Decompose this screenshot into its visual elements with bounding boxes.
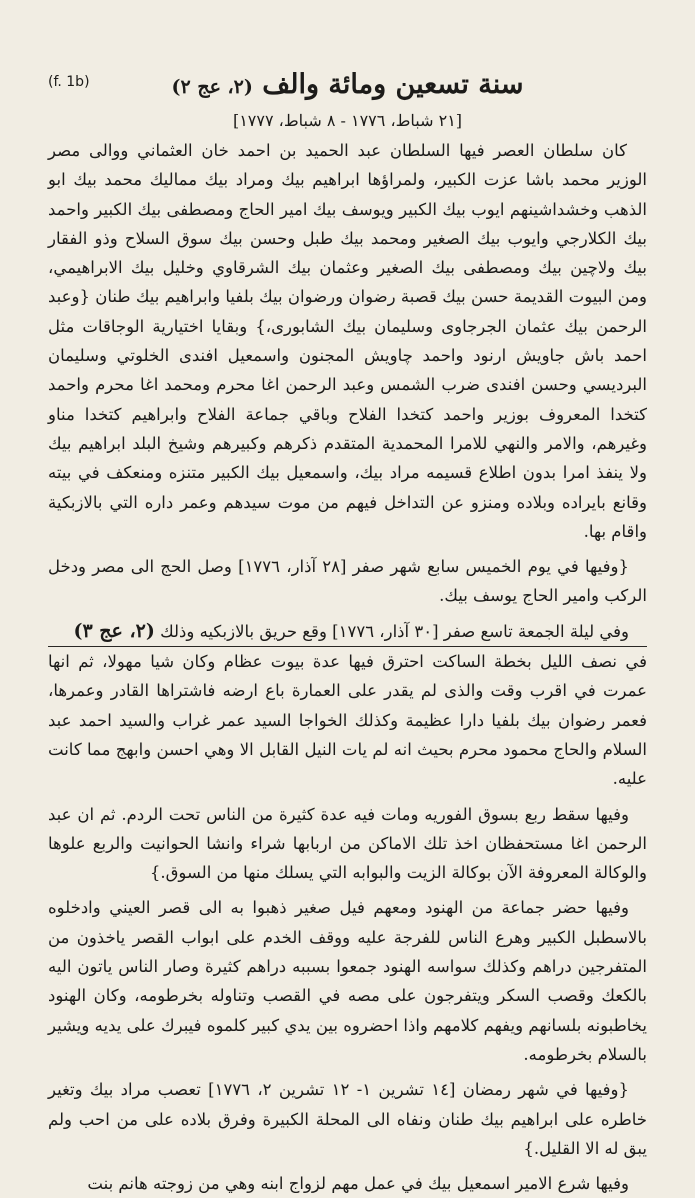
date-range: [٢١ شباط، ١٧٧٦ - ٨ شباط، ١٧٧٧] bbox=[232, 111, 463, 130]
paragraph-fire-intro-text: وفي ليلة الجمعة تاسع صفر [٣٠ آذار، ١٧٧٦] وقع حريق بالازبكيه وذلك bbox=[160, 621, 629, 641]
paragraph-ramadan: {وفيها في شهر رمضان [١٤ تشرين ١- ١٢ تشرين ٢، ١٧٧٦] تعصب مراد بيك وتغير خاطره على ابراهيم بيك طنان ونفاه الى المحلة الكبيرة وفرق بلاده على من احب ولم يبق له الا القليل.} bbox=[48, 1080, 647, 1158]
paragraph-collapse: وفيها سقط ربع بسوق الفوريه ومات فيه عدة كثيرة من الناس تحت الردم. ثم ان عبد الرحمن اغا مستحفظان اخذ تلك الاماكن من اربابها شراء وانشا الحوانيت والربع علوها والوكالة المعروفة الآن بوكالة الزيت والبوابه التي يسلك منها من السوق.} bbox=[48, 804, 647, 883]
year-title bbox=[171, 69, 523, 100]
paragraph-elephant: وفيها حضر جماعة من الهنود ومعهم فيل صغير ذهبوا به الى قصر العيني وادخلوه بالاسطبل الكبير وهرع الناس للفرجة عليه ووقف الخدم على ابواب القصر ياخذون من المتفرجين دراهم وكذلك سواسه الهنود جمعوا بسببه دراهم كثيرة وصار الناس ياتون اليه بالكعك وقصب السكر ويتفرجون على مصه في القصب وتناوله بخرطومه، وكان الهنود يخاطبونه بلسانهم ويفهم كلامهم واذا احضروه بين يدي كبير كلموه فيبرك على يديه ويشير بالسلام بخرطومه. bbox=[48, 898, 647, 1064]
folio-reference: (f. 1b) bbox=[48, 74, 90, 90]
manuscript-marker: (٢، عج ٢) bbox=[171, 76, 253, 98]
text-body bbox=[48, 136, 647, 1198]
manuscript-marker: (٢، عج ٣) bbox=[73, 619, 155, 642]
paragraph-pilgrimage: {وفيها في يوم الخميس سابع شهر صفر [٢٨ آذار، ١٧٧٦] وصل الحج الى مصر ودخل الركب وامير الحاج يوسف بيك. bbox=[48, 557, 647, 606]
paragraph-fire: في نصف الليل بخطة الساكت احترق فيها عدة بيوت عظام وكان شيا مهولا، ثم انها عمرت في اقرب وقت والذى لم يقدر على العمارة باع ارضه فاشتراها القادر وعمرها، فعمر رضوان بيك بلفيا دارا عظيمة وكذلك الخواجا السيد عمر غراب والسيد احمد عبد السلام والحاج محمود محرم بحيث انه لم يات النيل القابل الا وهي احسن وابهج مما كانت عليه. bbox=[48, 652, 647, 789]
paragraph-fire-intro bbox=[48, 617, 647, 646]
chapter-heading bbox=[48, 62, 647, 108]
paragraph-rulers: كان سلطان العصر فيها السلطان عبد الحميد بن احمد خان العثماني ووالى مصر الوزير محمد باشا عزت الكبير، ولمراؤها ابراهيم بيك ومراد بيك مماليك محمد بيك ابو الذهب وخشداشينهم ايوب بيك الكبير ويوسف بيك امير الحاج ومصطفى بيك الكبير واحمد بيك الكلارجي وايوب بيك الصغير ومحمد بيك طبل وحسن بيك سوق السلاح وذو الفقار بيك ولاچين بيك ومصطفى بيك الصغير وعثمان بيك الشرقاوي وخليل بيك الابراهيمي، ومن البيوت القديمة حسن بيك قصبة رضوان ورضوان بيك بلفيا وابراهيم بيك طنان {وعبد الرحمن بيك عثمان الجرجاوى وسليمان بيك الشابورى،} وبقايا اختيارية الوجاقات مثل احمد باش جاويش ارنود واحمد چاويش المجنون واسمعيل افندى الخلوتي وسليمان البرديسي وحسن افندى ضرب الشمس وعبد الرحمن اغا محرم ومحمد اغا محرم واحمد كتخدا المعروف بوزير واحمد كتخدا الفلاح وباقي جماعة الفلاح وابراهيم كتخدا مناو وغيرهم، والامر والنهي للامرا المحمدية المتقدم ذكرهم وكبيرهم وشيخ البلد ابراهيم بيك ولا ينفذ امرا بدون اطلاع قسيمه مراد بيك، واسمعيل بيك الكبير متنزه ومنعكف في بيته وقانع بايراده وبلاده ومنزو عن التداخل فيهم من موت سيدهم وعمر داره التي بالازبكية واقام بها. bbox=[48, 141, 647, 541]
year-title-text: سنة تسعين ومائة والف bbox=[262, 69, 524, 100]
paragraph-wedding: وفيها شرع الامير اسمعيل بيك في عمل مهم لزواج ابنه وهي من زوجته هانم بنت bbox=[87, 1174, 629, 1194]
